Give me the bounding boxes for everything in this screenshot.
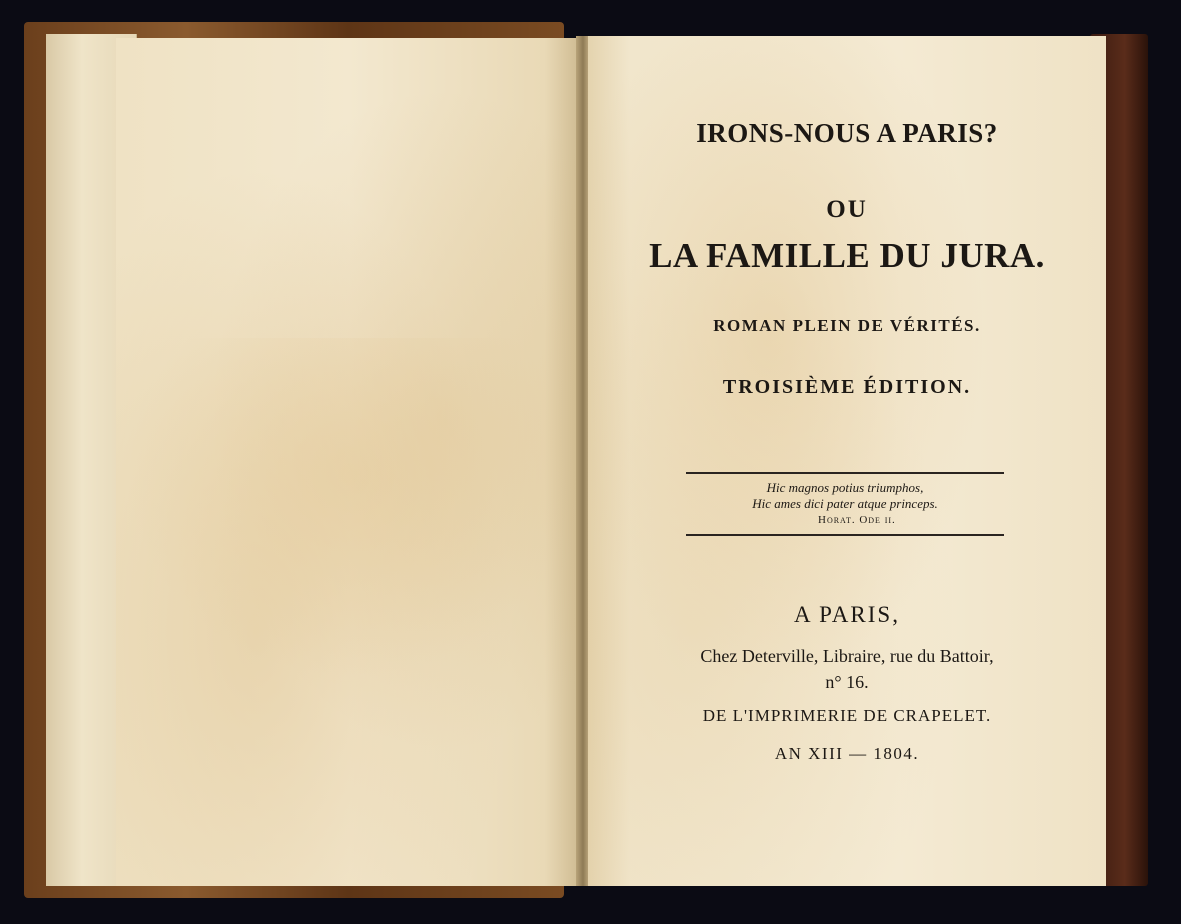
epigraph-line-2: Hic ames dici pater atque princeps.: [752, 496, 938, 511]
imprint-date: AN XIII — 1804.: [774, 744, 920, 763]
epigraph-top-rule: [686, 472, 1004, 474]
title-connector: OU: [826, 196, 868, 223]
epigraph-attribution: Horat. Ode ii.: [818, 514, 896, 526]
imprint-address-number: n° 16.: [825, 672, 869, 692]
edition-line: TROISIÈME ÉDITION.: [722, 376, 972, 398]
water-stain: [126, 338, 576, 678]
title-page: [588, 36, 1106, 886]
book-title: IRONS-NOUS A PARIS?: [696, 118, 998, 148]
imprint-printer: DE L'IMPRIMERIE DE CRAPELET.: [702, 706, 992, 725]
imprint-place: A PARIS,: [794, 602, 900, 627]
epigraph-line-1: Hic magnos potius triumphos,: [766, 480, 924, 495]
epigraph-bottom-rule: [686, 534, 1004, 536]
left-blank-page: [116, 38, 582, 886]
imprint-publisher: Chez Deterville, Libraire, rue du Battoir,: [700, 646, 994, 666]
genre-line: ROMAN PLEIN DE VÉRITÉS.: [713, 316, 981, 335]
book-subtitle: LA FAMILLE DU JURA.: [649, 236, 1045, 275]
